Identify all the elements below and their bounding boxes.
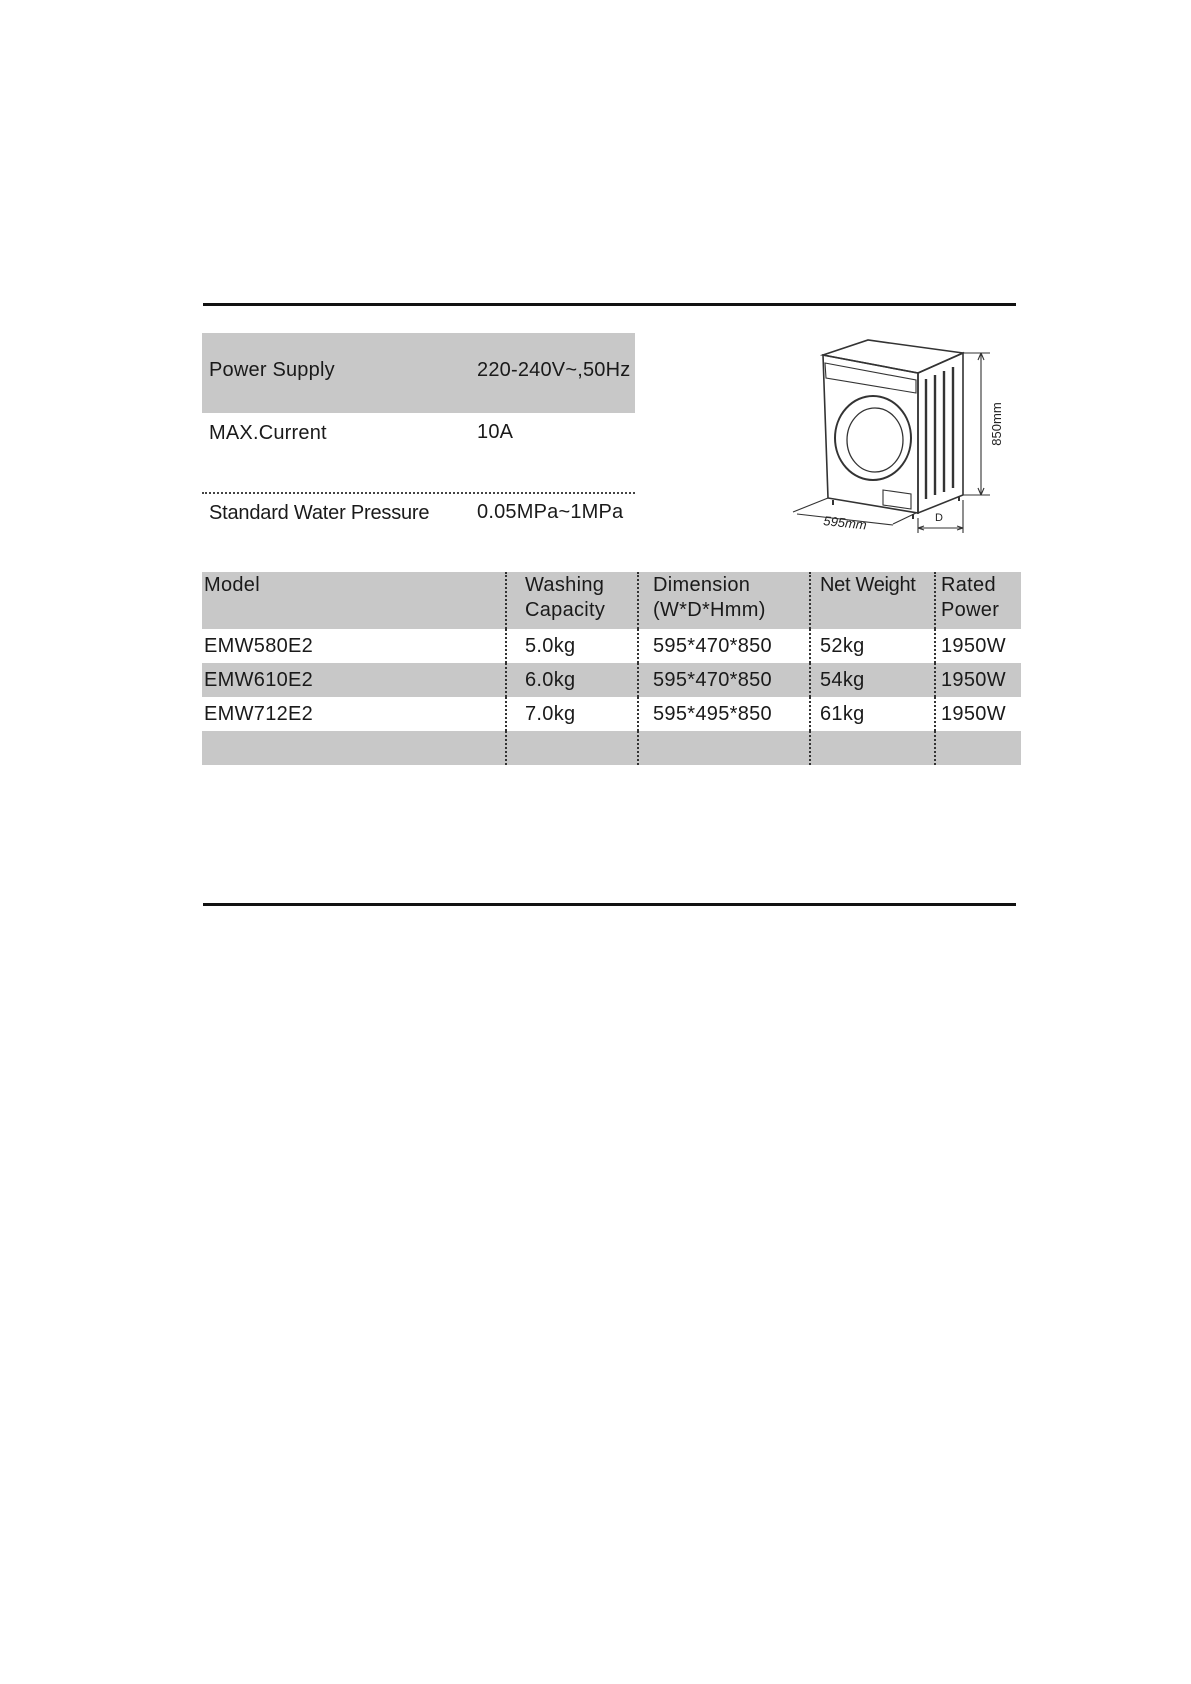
- table-row: [202, 663, 1021, 697]
- spec-value: 220-240V~,50Hz: [477, 359, 631, 381]
- header-label: Dimension (W*D*Hmm): [653, 574, 766, 621]
- empty-cell: [202, 731, 506, 765]
- bottom-rule: [203, 903, 1016, 906]
- spec-label: Power Supply: [209, 359, 335, 381]
- cell-model: EMW580E2: [204, 635, 314, 657]
- cell-dimension: 595*495*850: [638, 697, 810, 731]
- spec-row-max-current: [202, 413, 635, 494]
- header-rated-power: Rated Power: [935, 572, 1021, 629]
- height-label: 850mm: [989, 402, 1004, 446]
- washer-drawing: [783, 328, 1018, 533]
- cell-dimension: 595*470*850: [638, 663, 810, 697]
- spec-row-power-supply: [202, 333, 635, 413]
- empty-cell: [810, 731, 935, 765]
- cell-capacity: 7.0kg: [506, 697, 638, 731]
- table-row-empty: [202, 731, 1021, 765]
- cell-net-weight: 52kg: [810, 629, 935, 663]
- cell-dimension: 595*470*850: [638, 629, 810, 663]
- cell-capacity: 6.0kg: [506, 663, 638, 697]
- spec-table: [202, 333, 635, 534]
- spec-value: 0.05MPa~1MPa: [477, 501, 624, 523]
- cell-rated-power: 1950W: [935, 663, 1021, 697]
- top-rule: [203, 303, 1016, 306]
- width-label: 595mm: [822, 513, 868, 533]
- cell-capacity: 5.0kg: [506, 629, 638, 663]
- cell-model: EMW712E2: [204, 703, 314, 725]
- table-row: [202, 629, 1021, 663]
- cell-net-weight: 61kg: [810, 697, 935, 731]
- header-model: Model: [202, 572, 506, 629]
- spec-row-water-pressure: [202, 494, 635, 534]
- model-spec-table: [202, 572, 1021, 765]
- washer-dimension-diagram: [783, 328, 1018, 533]
- cell-model: EMW610E2: [202, 663, 506, 697]
- table-row: [202, 697, 1021, 731]
- header-dimension: [638, 572, 810, 629]
- header-label: Washing Capacity: [525, 574, 606, 621]
- empty-cell: [935, 731, 1021, 765]
- spec-label: MAX.Current: [209, 422, 327, 444]
- table-header-row: [202, 572, 1021, 629]
- spec-value: 10A: [477, 421, 514, 443]
- cell-net-weight: 54kg: [810, 663, 935, 697]
- empty-cell: [506, 731, 638, 765]
- empty-cell: [638, 731, 810, 765]
- header-washing-capacity: [506, 572, 638, 629]
- cell-rated-power: 1950W: [935, 629, 1021, 663]
- spec-label: Standard Water Pressure: [209, 502, 430, 524]
- header-net-weight: Net Weight: [810, 572, 935, 629]
- depth-label: D: [935, 512, 943, 524]
- cell-rated-power: 1950W: [935, 697, 1021, 731]
